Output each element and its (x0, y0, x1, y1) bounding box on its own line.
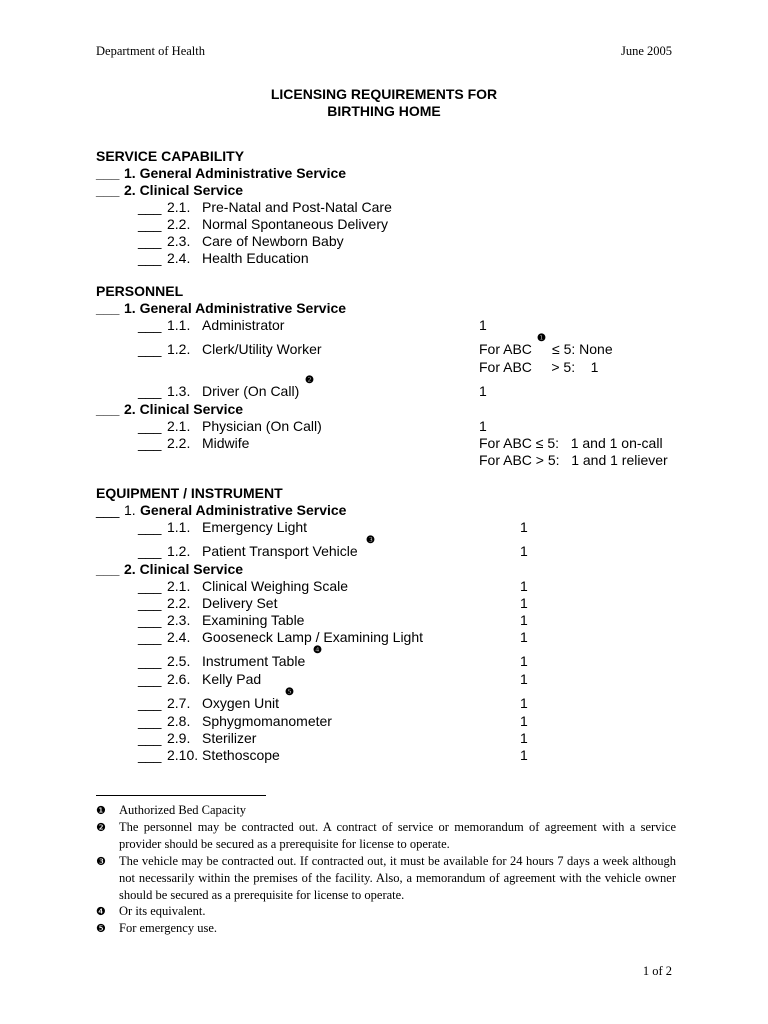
footnote (96, 903, 676, 920)
equipment-item-row (0, 595, 768, 613)
footnote (96, 802, 676, 819)
footnote (96, 853, 676, 904)
footnote-mark-1-icon: ❶ (537, 333, 546, 344)
item-value: 1 (479, 317, 487, 333)
item-label: Gooseneck Lamp / Examining Light (202, 629, 424, 645)
equipment-heading: EQUIPMENT / INSTRUMENT (96, 485, 283, 501)
item-value-prefix: For ABC (479, 341, 532, 357)
checkbox-blank: ___ (138, 578, 162, 594)
header-department: Department of Health (96, 44, 205, 58)
item-value: 1 (520, 629, 528, 645)
checkbox-blank: ___ (138, 418, 162, 434)
item-value: 1 (479, 383, 487, 399)
checkbox-blank: ___ (138, 383, 162, 399)
item-label: Health Education (202, 250, 309, 266)
item-number: 2.1. (167, 418, 191, 434)
item-label: Normal Spontaneous Delivery (202, 216, 388, 232)
personnel-heading: PERSONNEL (96, 283, 184, 299)
checkbox-blank: ___ (138, 612, 162, 628)
equipment-item-row (0, 713, 768, 731)
personnel-item-row-cont (0, 452, 768, 470)
checkbox-blank: ___ (138, 233, 162, 249)
item-label: Clinical Weighing Scale (202, 578, 349, 594)
footnote-mark-3-icon: ❸ (366, 535, 375, 546)
checkbox-blank: ___ (138, 250, 162, 266)
service-item-row (0, 233, 768, 251)
item-label: Patient Transport Vehicle (202, 543, 358, 559)
checkbox-blank: ___ (138, 713, 162, 729)
item-label: Sphygmomanometer (202, 713, 332, 729)
checkbox-blank: ___ (138, 341, 162, 357)
item-label: Kelly Pad (202, 671, 262, 687)
item-label: Sterilizer (202, 730, 257, 746)
item-number: 1.2. (167, 341, 191, 357)
item-label: Driver (On Call) (202, 383, 300, 399)
checkbox-blank: ___ (138, 595, 162, 611)
item-value: 1 (520, 730, 528, 746)
service-item-row (0, 199, 768, 217)
item-value-rest: ≤ 5: None (552, 341, 613, 357)
item-number: 2.2. (167, 216, 191, 232)
item-label: Oxygen Unit (202, 695, 280, 711)
item-value: 1 (479, 418, 487, 434)
checkbox-blank: ___ (138, 653, 162, 669)
equipment-item-row (0, 612, 768, 630)
personnel-item-row (0, 317, 768, 335)
equipment-admin-row (0, 502, 768, 520)
service-clinical-label: 2. Clinical Service (124, 182, 244, 198)
footnote (96, 920, 676, 937)
personnel-item-row-cont (0, 359, 768, 377)
equipment-item-row (0, 687, 768, 713)
item-number: 2.6. (167, 671, 191, 687)
equipment-item-row (0, 519, 768, 537)
footnote-mark-2-icon: ❷ (96, 821, 106, 834)
item-value: 1 (520, 747, 528, 763)
personnel-item-row (0, 375, 768, 401)
item-number: 2.3. (167, 612, 191, 628)
personnel-item-row (0, 333, 768, 359)
service-item-row (0, 216, 768, 234)
item-value: 1 (520, 713, 528, 729)
item-number: 2.2. (167, 595, 191, 611)
item-label: Physician (On Call) (202, 418, 322, 434)
item-number: 2.4. (167, 250, 191, 266)
personnel-clinical-row (0, 401, 768, 419)
item-number: 2.1. (167, 199, 191, 215)
footnote-text: Authorized Bed Capacity (119, 803, 247, 817)
checkbox-blank: ___ (96, 182, 120, 198)
item-value: 1 (520, 671, 528, 687)
item-number: 1.2. (167, 543, 191, 559)
checkbox-blank: ___ (96, 300, 120, 316)
item-number: 2.1. (167, 578, 191, 594)
checkbox-blank: ___ (138, 317, 162, 333)
checkbox-blank: ___ (96, 561, 120, 577)
item-number: 2.9. (167, 730, 191, 746)
item-value: 1 (520, 653, 528, 669)
item-value: 1 (520, 612, 528, 628)
checkbox-blank: ___ (96, 502, 120, 518)
personnel-clinical-label: 2. Clinical Service (124, 401, 244, 417)
page-title-line1: LICENSING REQUIREMENTS FOR (270, 86, 498, 102)
service-capability-heading: SERVICE CAPABILITY (96, 148, 245, 164)
equipment-item-row (0, 671, 768, 689)
personnel-item-row (0, 435, 768, 453)
item-label: Instrument Table (202, 653, 306, 669)
equipment-admin-number: 1. (124, 502, 136, 518)
item-label: Care of Newborn Baby (202, 233, 344, 249)
checkbox-blank: ___ (138, 629, 162, 645)
checkbox-blank: ___ (138, 543, 162, 559)
footnote-text: The personnel may be contracted out. A contract of service or memorandum of agreement with a service provider should be secured as a prerequisite for license to operate. (119, 820, 676, 851)
item-value: For ABC ≤ 5: 1 and 1 on-call (479, 435, 663, 451)
personnel-item-row (0, 418, 768, 436)
equipment-item-row (0, 747, 768, 765)
item-number: 2.5. (167, 653, 191, 669)
equipment-item-row (0, 535, 768, 561)
item-label: Pre-Natal and Post-Natal Care (202, 199, 392, 215)
footnote-mark-5-icon: ❺ (285, 687, 294, 698)
footnote-text: For emergency use. (119, 921, 218, 935)
footnote-mark-2-icon: ❷ (305, 375, 314, 386)
footnote-text: The vehicle may be contracted out. If contracted out, it must be available for 24 hours 7 days a week although not necessarily within the premises of the facility. Also, a memorandum of agreement with the vehicle owner should be secured as a prerequisite for license to operate. (119, 854, 676, 902)
page-title-line2: BIRTHING HOME (327, 103, 441, 119)
item-value: 1 (520, 543, 528, 559)
checkbox-blank: ___ (138, 671, 162, 687)
service-capability-clinical-row (0, 182, 768, 200)
equipment-item-row (0, 629, 768, 647)
equipment-admin-label: General Administrative Service (140, 502, 347, 518)
page-number: 1 of 2 (642, 964, 672, 978)
item-label: Midwife (202, 435, 250, 451)
checkbox-blank: ___ (138, 199, 162, 215)
item-label: Examining Table (202, 612, 305, 628)
item-number: 1.1. (167, 317, 191, 333)
item-number: 1.3. (167, 383, 191, 399)
item-label: Delivery Set (202, 595, 278, 611)
header-date: June 2005 (620, 44, 672, 58)
item-number: 1.1. (167, 519, 191, 535)
item-value-second: For ABC > 5: 1 (479, 359, 599, 375)
service-item-row (0, 250, 768, 268)
item-label: Clerk/Utility Worker (202, 341, 322, 357)
item-value: 1 (520, 695, 528, 711)
item-label: Administrator (202, 317, 285, 333)
item-label: Stethoscope (202, 747, 280, 763)
footnote-mark-4-icon: ❹ (96, 905, 106, 918)
item-number: 2.7. (167, 695, 191, 711)
checkbox-blank: ___ (138, 435, 162, 451)
item-number: 2.2. (167, 435, 191, 451)
item-value: 1 (520, 595, 528, 611)
footnote-mark-4-icon: ❹ (313, 645, 322, 656)
footnote-mark-1-icon: ❶ (96, 804, 106, 817)
checkbox-blank: ___ (138, 216, 162, 232)
item-number: 2.3. (167, 233, 191, 249)
item-value: 1 (520, 519, 528, 535)
service-admin-label: 1. General Administrative Service (124, 165, 347, 181)
checkbox-blank: ___ (138, 747, 162, 763)
equipment-clinical-label: 2. Clinical Service (124, 561, 244, 577)
equipment-item-row (0, 730, 768, 748)
footnote-divider (96, 795, 266, 796)
item-number: 2.4. (167, 629, 191, 645)
personnel-admin-row (0, 300, 768, 318)
equipment-item-row (0, 578, 768, 596)
item-value: 1 (520, 578, 528, 594)
item-number: 2.8. (167, 713, 191, 729)
item-value-second: For ABC > 5: 1 and 1 reliever (479, 452, 668, 468)
item-number: 2.10. (167, 747, 199, 763)
checkbox-blank: ___ (138, 695, 162, 711)
equipment-item-row (0, 645, 768, 671)
service-capability-admin-row (0, 165, 768, 183)
footnote-mark-3-icon: ❸ (96, 855, 106, 868)
checkbox-blank: ___ (96, 401, 120, 417)
footnote (96, 819, 676, 853)
checkbox-blank: ___ (138, 730, 162, 746)
checkbox-blank: ___ (138, 519, 162, 535)
footnote-mark-5-icon: ❺ (96, 922, 106, 935)
footnote-text: Or its equivalent. (119, 904, 206, 918)
item-label: Emergency Light (202, 519, 308, 535)
equipment-clinical-row (0, 561, 768, 579)
personnel-admin-label: 1. General Administrative Service (124, 300, 347, 316)
checkbox-blank: ___ (96, 165, 120, 181)
